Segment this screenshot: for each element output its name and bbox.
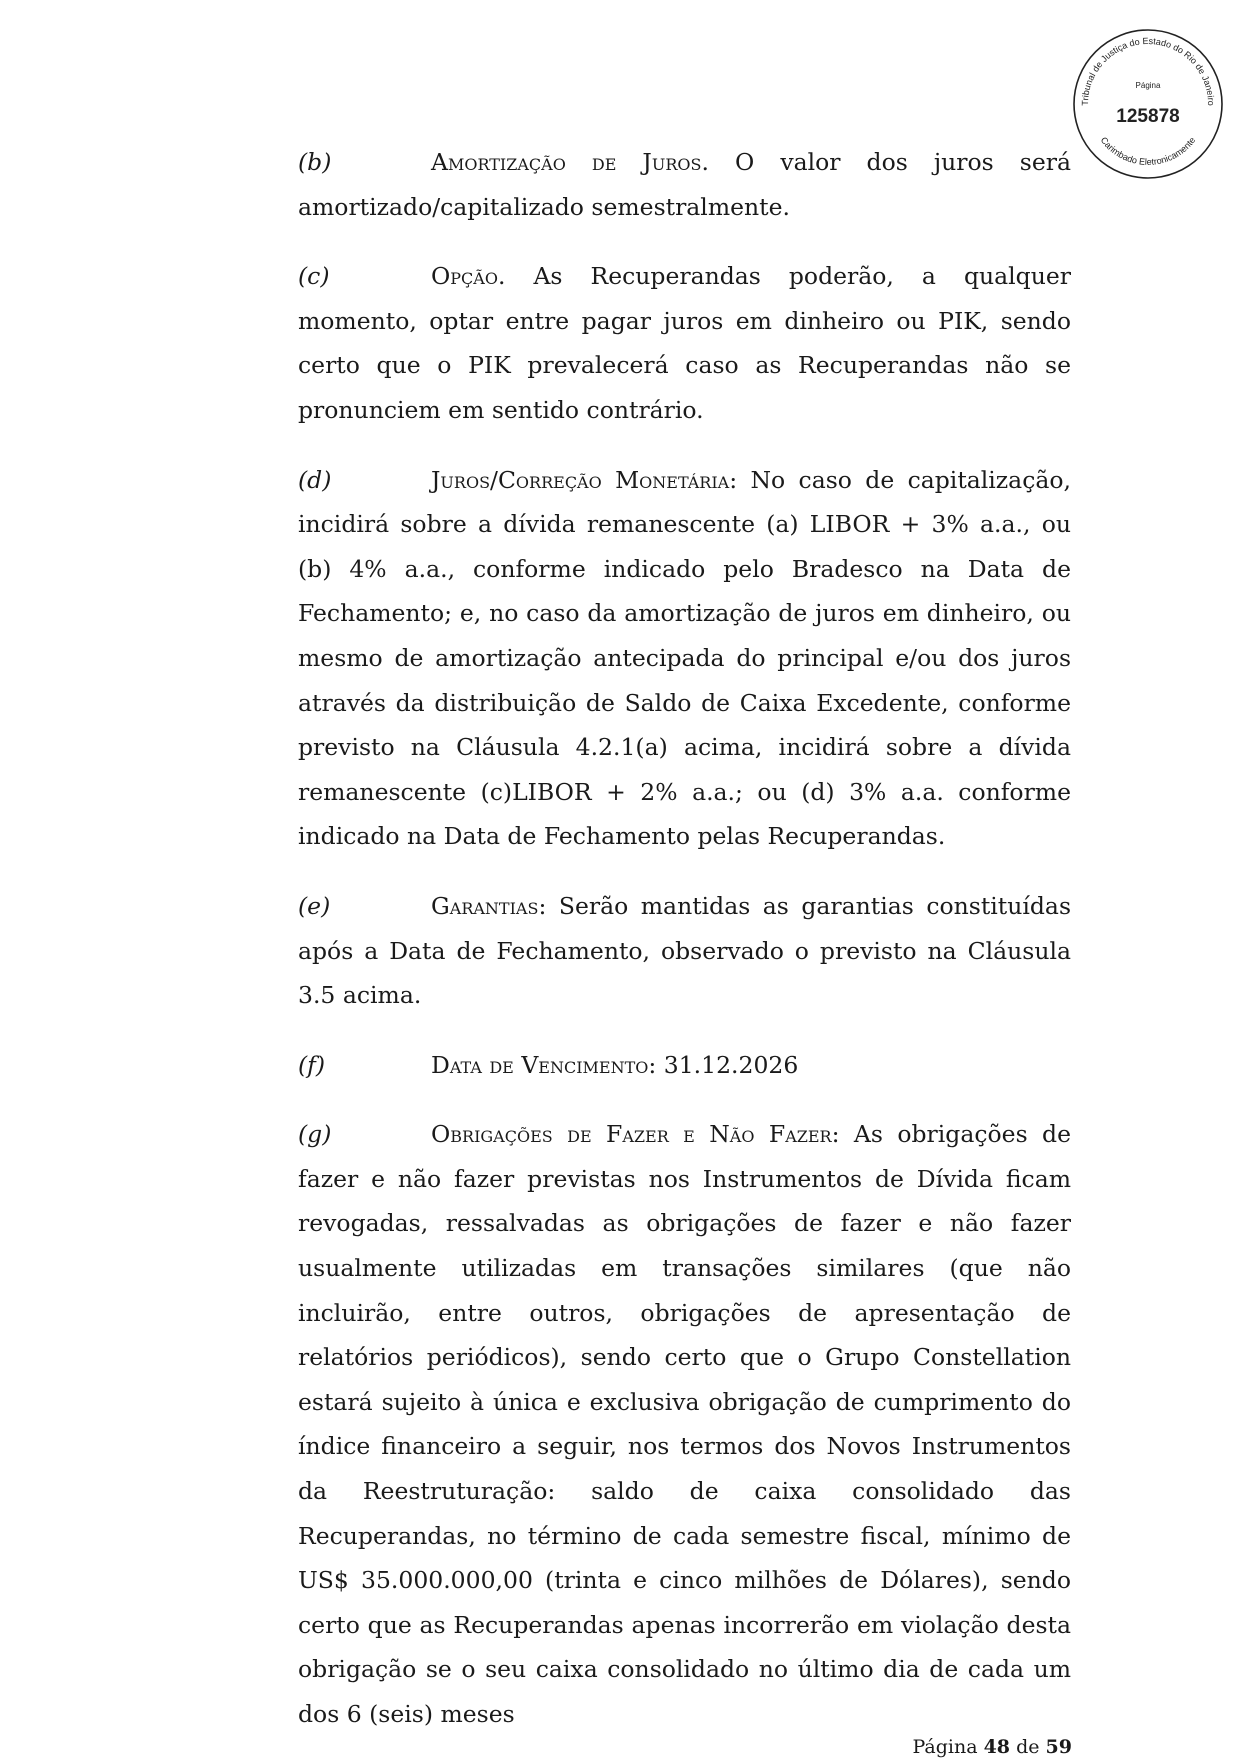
clause-d	[298, 458, 1071, 859]
clause-g	[298, 1112, 1071, 1736]
clause-heading: Amortização de Juros	[431, 148, 702, 176]
clause-letter: (g)	[298, 1120, 332, 1149]
clause-b	[298, 140, 1071, 229]
clause-c	[298, 254, 1071, 432]
clause-text: . As Recuperandas poderão, a qualquer momento, optar entre pagar juros em dinheiro ou PIK, sendo certo que o PIK prevalecerá caso as Recuperandas não se pronunciem em sentido contrário.	[298, 262, 1071, 424]
clause-text: : Serão mantidas as garantias constituídas após a Data de Fechamento, observado o previsto na Cláusula 3.5 acima.	[298, 891, 1071, 1010]
clause-heading: Garantias	[431, 891, 539, 920]
clause-text: . O valor dos juros será amortizado/capitalizado semestralmente.	[298, 148, 1071, 221]
svg-text:Carimbado Eletronicamente	[1099, 135, 1198, 167]
footer-total-pages: 59	[1045, 1736, 1072, 1758]
document-body	[298, 140, 1071, 1762]
clause-heading: Juros/Correção Monetária	[431, 465, 730, 494]
clause-heading: Data de Vencimento	[431, 1050, 649, 1079]
stamp-label: Página	[1135, 81, 1161, 90]
clause-heading: Obrigações de Fazer e Não Fazer	[431, 1120, 832, 1149]
footer-separator: de	[1016, 1736, 1040, 1758]
clause-letter: (d)	[298, 465, 332, 494]
stamp-arc-top-text: Tribunal de Justiça do Estado do Rio de Janeiro	[1079, 35, 1217, 106]
clause-heading: Opção	[431, 262, 498, 291]
stamp-arc-bottom-text: Carimbado Eletronicamente	[1098, 135, 1198, 167]
clause-text: : No caso de capitalização, incidirá sobre a dívida remanescente (a) LIBOR + 3% a.a., ou (b) 4% a.a., conforme indicado pelo Bradesco na Data de Fechamento; e, no caso da amortização de juros em dinheiro, ou mesmo de amortização antecipada do principal e/ou dos juros através da distribuição de Saldo de Caixa Excedente, conforme previsto na Cláusula 4.2.1(a) acima, incidirá sobre a dívida remanescente (c)LIBOR + 2% a.a.; ou (d) 3% a.a. conforme indicado na Data de Fechamento pelas Recuperandas.	[298, 465, 1071, 851]
clause-letter: (b)	[298, 148, 332, 176]
clause-text: : 31.12.2026	[648, 1050, 799, 1079]
clause-f	[298, 1043, 1071, 1088]
footer-prefix: Página	[912, 1736, 978, 1758]
clause-letter: (c)	[298, 262, 330, 291]
clause-letter: (f)	[298, 1050, 326, 1079]
clause-e	[298, 884, 1071, 1018]
footer-current-page: 48	[983, 1736, 1011, 1758]
court-seal-stamp	[1070, 26, 1226, 182]
clause-letter: (e)	[298, 891, 331, 920]
clause-text: : As obrigações de fazer e não fazer previstas nos Instrumentos de Dívida ficam revogadas, ressalvadas as obrigações de fazer e não fazer usualmente utilizadas em transações similares (que não incluirão, entre outros, obrigações de apresentação de relatórios periódicos), sendo certo que o Grupo Constellation estará sujeito à única e exclusiva obrigação de cumprimento do índice financeiro a seguir, nos termos dos Novos Instrumentos da Reestruturação: saldo de caixa consolidado das Recuperandas, no término de cada semestre fiscal, mínimo de US$ 35.000.000,00 (trinta e cinco milhões de Dólares), sendo certo que as Recuperandas apenas incorrerão em violação desta obrigação se o seu caixa consolidado no último dia de cada um dos 6 (seis) meses	[298, 1120, 1071, 1728]
stamp-number: 125878	[1116, 106, 1180, 127]
page-footer	[912, 1736, 1072, 1758]
